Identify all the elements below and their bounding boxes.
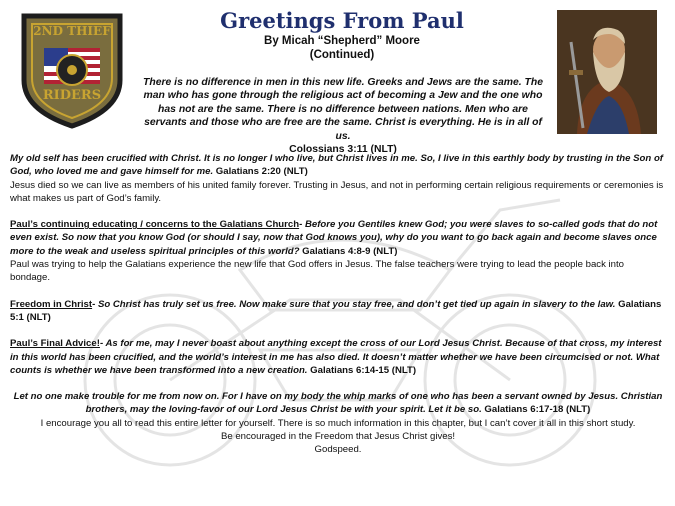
logo-bottom-text: RIDERS — [42, 88, 102, 103]
intro-quote — [136, 76, 550, 156]
section-closing-scripture — [10, 390, 666, 417]
thief-riders-logo — [18, 10, 126, 130]
apostle-paul-portrait — [557, 10, 657, 134]
scripture-reference: Galatians 6:14-15 (NLT) — [310, 364, 417, 376]
section-crucified-commentary: Jesus died so we can live as members of his united family forever. Trusting in Jesus, and not in performing certain religious requirements or ceremonies is what makes us part of God’s family. — [10, 179, 664, 204]
logo-top-text: 2ND THIEF — [33, 24, 111, 38]
page-title: Greetings From Paul — [220, 8, 464, 33]
scripture-quote: - Before you Gentiles knew God; you were slaves to so-called gods that do not even exist. So now that you know God (or should I say, now that God knows you), why do you want to go back again and become slaves once more to the weak and useless spiritual principles of this world? — [10, 219, 658, 257]
section-heading: Paul’s continuing educating / concerns to the Galatians Church — [10, 219, 300, 231]
scripture-quote: - So Christ has truly set us free. Now make sure that you stay free, and don’t get tied up again in slavery to the law. — [92, 298, 616, 310]
section-galatians-concerns — [10, 218, 666, 258]
author-byline: By Micah “Shepherd” Moore — [264, 35, 420, 47]
section-crucified — [10, 152, 666, 179]
scripture-quote: - As for me, may I never boast about anything except the cross of our Lord Jesus Christ. Because of that cross, my interest in this world has been crucified, and the world’s interest in me has also died. It doesn’t matter whether we have been circumcised or not. What counts is whether we have been transformed into a new creation. — [10, 338, 662, 376]
scripture-reference: Galatians 4:8-9 (NLT) — [302, 245, 398, 257]
scripture-reference: Galatians 5:1 (NLT) — [10, 298, 662, 323]
scripture-reference: Galatians 2:20 (NLT) — [215, 166, 308, 178]
scripture-quote: Let no one make trouble for me from now on. For I have on my body the whip marks of one who has been a servant owned by Jesus. Christian brothers, may the loving-favor of our Lord Jesus Christ be with your spirit. Let it be so. — [13, 391, 663, 416]
section-heading: Freedom in Christ — [10, 298, 93, 310]
closing-godspeed: Godspeed. — [314, 444, 362, 456]
section-heading: Paul’s Final Advice! — [10, 338, 100, 350]
main-content — [10, 152, 666, 457]
scripture-quote: My old self has been crucified with Christ. It is no longer I who live, but Christ lives in me. So, I live in this earthly body by trusting in the Son of God, who loved me and gave himself for me. — [10, 153, 663, 178]
intro-reference: Colossians 3:11 (NLT) — [289, 144, 397, 156]
page-header — [130, 8, 554, 62]
page-subtitle: (Continued) — [309, 49, 375, 61]
section-freedom — [10, 298, 666, 325]
section-galatians-commentary: Paul was trying to help the Galatians experience the new life that God offers in Jesus. The false teachers were trying to lead the people back into bondage. — [10, 259, 625, 284]
closing-freedom: Be encouraged in the Freedom that Jesus Christ gives! — [220, 431, 456, 443]
closing-encouragement: I encourage you all to read this entire letter for yourself. There is so much information in this chapter, but I can’t cover it all in this short study. — [40, 417, 636, 429]
intro-text: There is no difference in men in this new life. Greeks and Jews are the same. The man who has gone through the religious act of becoming a Jew and the one who has not are the same. There is no difference between nations. Men who are servants and those who are free are the same. Christ is everything. He is in all of us. — [143, 77, 543, 142]
scripture-reference: Galatians 6:17-18 (NLT) — [484, 404, 591, 416]
section-final-advice — [10, 337, 666, 377]
